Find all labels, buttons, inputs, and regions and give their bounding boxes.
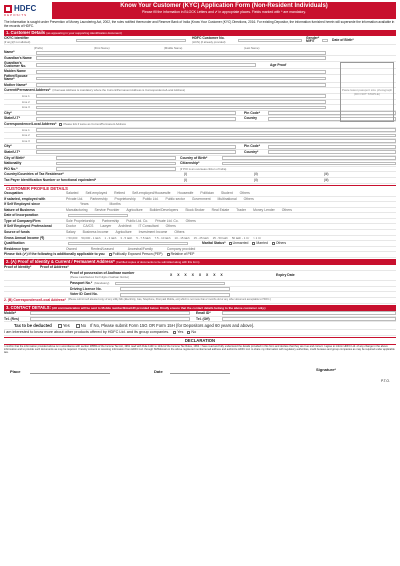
pep-checkbox[interactable] [109, 253, 112, 256]
corr-country-label: Country* [244, 149, 259, 154]
gender-input[interactable] [322, 39, 328, 43]
marital-married-label: Married [256, 241, 268, 246]
aadhaar-label: Proof of possession of Aadhaar number [70, 271, 135, 276]
occ-self-employed[interactable]: Self-employed [85, 190, 108, 195]
corr-line3-input[interactable] [36, 139, 396, 143]
since-years: Years [80, 202, 89, 207]
poi-label: Proof of Identity* [4, 265, 32, 270]
guardian-custno-label: Guardian's Customer No. [4, 60, 27, 68]
section-2-note: (Certified copies of documents to be submitted along with this form) [115, 260, 200, 265]
section-2b-title: 2. (B) Correspondence/Local Address* [4, 298, 66, 302]
logo-subtext: DEPOSITS [4, 13, 28, 17]
emp-public[interactable]: Public Ltd. [142, 196, 159, 201]
inc-1[interactable]: < 50,000 [66, 235, 78, 240]
pr-lawyer[interactable]: Lawyer [100, 224, 112, 229]
citizenship-label: Citizenship* [180, 161, 200, 166]
section-1-note: (as appearing in your supporting identification document) [46, 31, 122, 35]
addr-line3-input[interactable] [36, 106, 326, 110]
passport-label: Passport No.* [70, 281, 93, 286]
current-address-note: (Overseas Address is mandatory where the Current/Permanent Address is Correspondence/Local Address) [52, 88, 186, 93]
hdfc-logo [4, 2, 52, 19]
guardian-name-label: Guardian's Name [4, 56, 32, 60]
tel-res-input[interactable] [30, 317, 190, 321]
sf-others[interactable]: Others [174, 230, 185, 235]
rt-rented[interactable]: Rented/Leased [90, 246, 114, 251]
inc-3[interactable]: 1 - 3 lakh [104, 235, 117, 240]
declaration-text: I confirm that the information provided above is in accordance with section 285BA of the Income Tax Act, 1961 read with Rule 114F to 114H of the Income Tax Rules, 1962. I have read and fully understood the details provided in this form and declare that they are true and correct. I agree to inform HDFC Ltd. of any change in the above information and to provide such documents as may be required. I hereby consent to receiving information from HDFC Ltd. through SMS/Email on the above registered number/email address and authorize HDFC Ltd. to share my information with regulatory authorities, credit bureaus and group companies as may be required under applicable law. [4, 344, 395, 354]
inc-5[interactable]: 5 - 7.5 lakh [136, 235, 151, 240]
rt-ancestral[interactable]: Ancestral/Family [127, 246, 153, 251]
tin-ii: (ii) [254, 177, 258, 182]
country-of-birth-input[interactable] [222, 156, 396, 160]
nb-others[interactable]: Others [281, 207, 292, 212]
poa-label: Proof of Address* [40, 265, 69, 270]
dob-label: Date of Birth* [332, 38, 354, 43]
name-input[interactable] [36, 51, 326, 55]
emp-multinational[interactable]: Multinational [217, 196, 237, 201]
nationality-label: Nationality [4, 161, 22, 166]
tax-residence-label: Country/Countries of Tax Residence* [4, 172, 64, 177]
ct-others[interactable]: Others [185, 218, 196, 223]
occupation-label: Occupation [4, 190, 23, 195]
tax-res-iii: (iii) [324, 172, 329, 177]
city-of-birth-label: City of Birth* [4, 155, 25, 160]
logo-text: HDFC [14, 4, 37, 13]
ckyc-label: CKYC Identifier [4, 35, 29, 40]
tax-label: Tax to be deducted [14, 323, 52, 329]
city-label: City* [4, 110, 12, 115]
tax-yes-label: Yes [62, 323, 70, 329]
intro-note: The information is sought under Prevention of Money Laundering Act, 2002, the rules notified thereunder and Reserve Bank of India (Know Your Customer (KYC) Directions, 2016. For existing Depositor, the information furnished herein will supersede the information available in the records of HDFC. [4, 20, 395, 28]
pto-label: P.T.O. [381, 378, 390, 383]
current-address-label: Current/Permanent Address* [4, 88, 51, 93]
sf-business[interactable]: Business Income [82, 230, 109, 235]
tel-off-input[interactable] [222, 317, 396, 321]
income-label: Gross Annual Income (₹) [4, 235, 45, 240]
ckyc-note: (if any)(if not allotted) [4, 40, 31, 45]
section-3-note: (All communication will be sent to Mobile number/Email-ID provided below. Kindly ensure that the contact details belong to the above customer only.) [52, 305, 266, 310]
occ-self-housewife[interactable]: Self-employed/Housewife [132, 190, 171, 195]
passport-input[interactable] [115, 282, 225, 286]
info-yes-label: Yes [177, 330, 184, 335]
name-col-first: (First Name) [94, 45, 110, 50]
signature-label: Signature* [315, 366, 336, 372]
name-col-prefix: (Prefix) [34, 45, 44, 50]
pr-cacs[interactable]: CA/CS [83, 224, 94, 229]
tin-label: Tax Payer Identification Number or functional equivalent* [4, 177, 97, 182]
corr-address-note: Please tick if same as Current/Permanent Address [63, 121, 126, 126]
aadhaar-note: (Please mask/blackout first 8 digits of Aadhaar Number) [70, 275, 129, 279]
rt-company[interactable]: Company provided [166, 246, 196, 251]
emp-proprietorship[interactable]: Proprietorship [114, 196, 136, 201]
date-label: Date [154, 368, 163, 374]
occ-salaried[interactable]: Salaried [66, 190, 79, 195]
inc-6[interactable]: 7.5 - 10 lakh [154, 235, 171, 240]
source-funds-label: Source of funds [4, 230, 30, 235]
ckyc-input[interactable] [76, 39, 186, 43]
tel-off-label: Tel. (Off) [196, 316, 210, 321]
sf-salary[interactable]: Salary [66, 230, 76, 235]
rt-owned[interactable]: Owned [66, 246, 77, 251]
rel-pep-checkbox[interactable] [167, 253, 170, 256]
mother-name-label: Mother Name* [4, 82, 27, 87]
tax-no-checkbox[interactable] [76, 324, 80, 328]
voter-label: Voter ID Card No. [70, 292, 98, 297]
form-subtitle: Please fill the information in BLOCK Letters and ✔ in appropriate places. Fields marked with * are mandatory. [142, 10, 306, 14]
declaration-title: DECLARATION [4, 337, 396, 344]
guardian-name-input[interactable] [36, 56, 326, 60]
driving-input[interactable] [120, 287, 230, 291]
corr-pin-input[interactable] [268, 145, 396, 149]
tax-res-ii: (ii) [254, 172, 258, 177]
tax-note: If No, Please submit Form 15G OR Form 15H (for Depositors aged 60 years and above). [90, 323, 255, 329]
company-type-label: Type of Company/Firm [4, 218, 41, 223]
rel-pep-label: Relative of PEP [170, 252, 195, 257]
place-label: Place [10, 368, 21, 374]
name-label: Name* [4, 50, 15, 55]
corr-country-input[interactable] [268, 150, 396, 154]
occ-housewife[interactable]: Housewife [177, 190, 194, 195]
corr-line2-input[interactable] [36, 134, 396, 138]
pin-label: Pin Code* [244, 110, 261, 115]
email-label: Email ID* [196, 311, 211, 315]
nature-business-label: Nature of Business [4, 207, 35, 212]
addr-line2-input[interactable] [36, 100, 326, 104]
corr-line1-label: Line 1 [22, 127, 30, 132]
state-label: State/U.T* [4, 116, 21, 121]
pr-others[interactable]: Others [165, 224, 176, 229]
ct-private[interactable]: Private Ltd. Co. [155, 218, 179, 223]
nb-realestate[interactable]: Real Estate [211, 207, 230, 212]
residence-type-label: Residence type [4, 246, 29, 251]
marital-others-checkbox[interactable] [272, 242, 275, 245]
pr-it[interactable]: IT Consultant [138, 224, 159, 229]
sf-investment[interactable]: Investment Income [138, 230, 168, 235]
addr-line2-label: Line 2 [22, 99, 30, 104]
nb-moneylender[interactable]: Money Lender [253, 207, 275, 212]
emp-government[interactable]: Government [191, 196, 211, 201]
ct-public[interactable]: Public Ltd. Co. [126, 218, 149, 223]
nb-manufacturing[interactable]: Manufacturing [66, 207, 88, 212]
title-bar [52, 2, 396, 19]
employed-with-label: If salaried, employed with [4, 196, 46, 201]
father-spouse-label: Father/Spouse Name* [4, 74, 28, 82]
voter-input[interactable] [120, 293, 230, 297]
nb-trader[interactable]: Trader [236, 207, 247, 212]
name-col-middle: (Middle Name) [164, 45, 183, 50]
emp-others[interactable]: Others [243, 196, 254, 201]
corr-city-input[interactable] [36, 145, 236, 149]
citizenship-input[interactable] [222, 162, 396, 166]
self-employed-since-label: If Self Employed since [4, 202, 40, 207]
marital-unmarried-label: Unmarried [232, 241, 249, 246]
nb-stockbroker[interactable]: Stock Broker [185, 207, 205, 212]
nationality-input[interactable] [56, 162, 176, 166]
section-1-title: 1. Customer Details [6, 30, 46, 35]
same-address-checkbox[interactable] [59, 123, 62, 126]
qualification-label: Qualification [4, 241, 25, 246]
inc-8[interactable]: 15 - 25 lakh [193, 235, 209, 240]
profile-rows [4, 191, 396, 258]
corr-line1-input[interactable] [36, 128, 396, 132]
photo-box [340, 62, 394, 122]
pr-architect[interactable]: Architect [118, 224, 132, 229]
inc-11[interactable]: > 1 Cr [253, 235, 262, 240]
father-spouse-input[interactable] [36, 77, 326, 81]
profile-header: CUSTOMER PROFILE DETAILS [4, 185, 396, 191]
maiden-name-label: Maiden Name [4, 69, 26, 74]
name-col-last: (Last Name) [244, 45, 260, 50]
occ-retired[interactable]: Retired [114, 190, 126, 195]
tax-no-label: No [80, 323, 87, 329]
occ-politician[interactable]: Politician [200, 190, 214, 195]
section-2-title: 2. (A) Proof of Identity & Current / Permanent Address* [6, 259, 115, 265]
addr-line1-input[interactable] [36, 94, 326, 98]
country-of-birth-label: Country of Birth* [180, 155, 208, 160]
city-of-birth-input[interactable] [56, 156, 176, 160]
inc-4[interactable]: 3 - 5 lakh [120, 235, 133, 240]
driving-label: Driving Licence No. [70, 286, 102, 291]
sf-agriculture[interactable]: Agriculture [115, 230, 132, 235]
tax-res-i: (i) [184, 172, 188, 177]
city-input[interactable] [36, 111, 236, 115]
marital-married-checkbox[interactable] [252, 242, 255, 245]
mother-name-input[interactable] [36, 83, 326, 87]
occ-others[interactable]: Others [239, 190, 250, 195]
corr-state-label: State/U.T* [4, 149, 21, 154]
aadhaar-mask[interactable]: X X X X X X X X [170, 273, 225, 278]
ct-partnership[interactable]: Partnership [101, 218, 120, 223]
age-proof-label: Age Proof [270, 62, 287, 67]
gender-label: Gender* M/F/T [306, 35, 320, 44]
info-yes-checkbox[interactable] [173, 331, 176, 334]
emp-private[interactable]: Private Ltd. [66, 196, 84, 201]
pio-label: PIO No.* [4, 166, 18, 171]
info-no-label: No [191, 330, 197, 335]
pio-input[interactable] [56, 167, 176, 171]
info-no-checkbox[interactable] [187, 331, 190, 334]
tin-i: (i) [184, 177, 188, 182]
hdfc-no-input[interactable] [238, 39, 302, 43]
addr-line1-label: Line 1 [22, 94, 30, 98]
passport-note: (Mandatory) [94, 281, 110, 286]
corr-line3-label: Line 3 [22, 138, 30, 143]
corr-pin-label: Pin Code* [244, 144, 261, 149]
pio-note: (if PIO is an overseas citizen of India) [180, 166, 227, 171]
nb-agriculture[interactable]: Agriculture [126, 207, 143, 212]
expiry-label: Expiry Date [276, 273, 295, 278]
pep-text: Please tick (✔) if the following is additionally applicable to you [4, 252, 105, 257]
section-2b-note: (Please submit self attested copy of any utility bills (Electricity, Gas, Telephone, Post paid Mobile, etc) which is not more than 2 months old or any other document acceptable to HDFC.) [67, 298, 271, 301]
marital-label: Marital Status* [202, 241, 226, 246]
email-input[interactable] [222, 311, 396, 315]
mobile-input[interactable] [30, 311, 190, 315]
date-input[interactable] [170, 373, 230, 374]
logo-mark-icon [4, 5, 12, 13]
form-header [4, 2, 396, 19]
country-label: Country [244, 116, 257, 121]
info-question: I am interested to know more about other products offered by HDFC Ltd. and its group companies. [4, 330, 170, 335]
section-3-title: 3. CONTACT DETAILS: [6, 304, 51, 310]
incorporation-label: Date of Incorporation [4, 213, 39, 218]
inc-7[interactable]: 10 - 15 lakh [174, 235, 190, 240]
addr-line3-label: Line 3 [22, 105, 30, 110]
tin-iii: (iii) [324, 177, 329, 182]
emp-public-sector[interactable]: Public sector [165, 196, 185, 201]
professional-label: If Self Employed Professional [4, 224, 52, 229]
form-title: Know Your Customer (KYC) Application Form (Non-Resident Individuals) [120, 3, 328, 9]
inc-9[interactable]: 25 - 50 lakh [212, 235, 228, 240]
hdfc-no-label: HDFC Customer No. [192, 35, 225, 40]
corr-line2-label: Line 2 [22, 133, 30, 138]
photo-instruction: Paste latest passport size photograph (DO NOT STAPLE) [341, 88, 393, 97]
nb-builder[interactable]: Builder/Developers [149, 207, 179, 212]
since-months: Months [109, 202, 121, 207]
inc-2[interactable]: 50,000 - 1 lakh [81, 235, 101, 240]
incorporation-input[interactable] [68, 214, 128, 218]
guardian-custno-input[interactable] [36, 63, 256, 67]
qualification-input[interactable] [68, 242, 188, 246]
occ-student[interactable]: Student [220, 190, 233, 195]
tax-yes-checkbox[interactable] [58, 324, 62, 328]
emp-partnership[interactable]: Partnership [90, 196, 108, 201]
marital-unmarried-checkbox[interactable] [229, 242, 232, 245]
maiden-name-input[interactable] [36, 70, 326, 74]
corr-city-label: City* [4, 144, 12, 149]
corr-address-label: Correspondence/Local Address* [4, 121, 57, 126]
state-input[interactable] [36, 117, 236, 121]
corr-state-input[interactable] [36, 150, 236, 154]
pr-doctor[interactable]: Doctor [66, 224, 76, 229]
pep-label: Politically Exposed Person (PEP) [112, 252, 163, 257]
nb-service[interactable]: Service Provider [94, 207, 120, 212]
inc-10[interactable]: 50 lakh - 1 Cr [231, 235, 250, 240]
tel-res-label: Tel. (Res) [4, 316, 20, 321]
marital-others-label: Others [275, 241, 287, 246]
mobile-label: Mobile* [4, 311, 17, 315]
place-input[interactable] [30, 373, 110, 374]
ct-sole[interactable]: Sole Proprietorship [66, 218, 95, 223]
hdfc-no-note: (HCN) (if already provided) [192, 40, 226, 45]
